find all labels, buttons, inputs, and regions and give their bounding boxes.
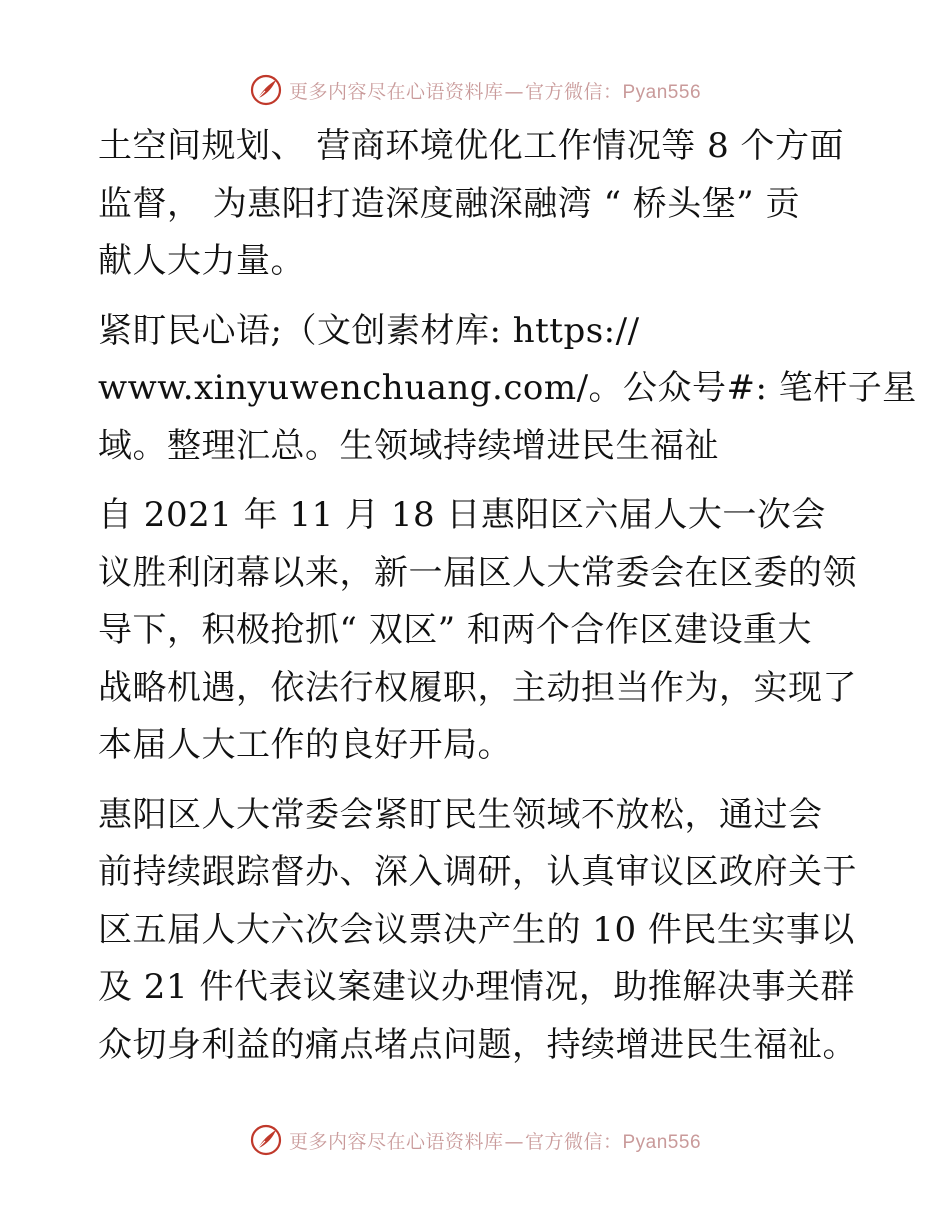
footer-banner-official-label: 官方微信： (524, 1130, 623, 1153)
paragraph (98, 487, 858, 775)
header-banner-title: 更多内容尽在心语资料库 (288, 80, 504, 103)
footer-banner (0, 1122, 950, 1158)
feather-quill-icon (249, 73, 283, 107)
text-line: 监督， 为惠阳打造深度融深融湾 “ 桥头堡” 贡 (98, 183, 800, 224)
footer-banner-text (289, 1127, 701, 1154)
text-line: 及 21 件代表议案建议办理情况，助推解决事关群 (98, 967, 855, 1007)
text-line: 自 2021 年 11 月 18 日惠阳区六届人大一次会 (98, 495, 826, 535)
paragraph (98, 118, 858, 291)
header-banner-official-label: 官方微信： (524, 80, 623, 103)
text-line: www.xinyuwenchuang.com/。公众号#: 笔杆子星 (98, 368, 917, 408)
footer-banner-handle: Pyan556 (622, 1131, 702, 1153)
text-line: 议胜利闭幕以来，新一届区人大常委会在区委的领 (98, 552, 857, 593)
text-line: 紧盯民心语;（文创素材库: https:// (98, 310, 640, 351)
header-banner (0, 72, 950, 108)
text-line: 本届人大工作的良好开局。 (98, 725, 512, 765)
footer-banner-title: 更多内容尽在心语资料库 (288, 1130, 504, 1153)
text-line: 众切身利益的痛点堵点问题，持续增进民生福祉。 (98, 1024, 857, 1065)
text-line: 前持续跟踪督办、深入调研，认真审议区政府关于 (98, 852, 857, 892)
text-line: 惠阳区人大常委会紧盯民生领域不放松，通过会 (98, 794, 823, 835)
paragraph (98, 303, 917, 476)
text-line: 献人大力量。 (98, 241, 305, 281)
text-line: 域。整理汇总。生领域持续增进民生福祉 (98, 425, 719, 466)
document-body (98, 118, 917, 1086)
footer-banner-separator: — (504, 1130, 524, 1153)
text-line: 区五届人大六次会议票决产生的 10 件民生实事以 (98, 909, 855, 950)
feather-quill-icon (249, 1123, 283, 1157)
header-banner-handle: Pyan556 (622, 81, 702, 103)
text-line: 导下，积极抢抓“ 双区” 和两个合作区建设重大 (98, 610, 812, 650)
text-line: 战略机遇，依法行权履职，主动担当作为，实现了 (98, 667, 857, 708)
text-line: 土空间规划、 营商环境优化工作情况等 8 个方面 (98, 126, 845, 166)
paragraph (98, 787, 858, 1075)
header-banner-text (289, 77, 701, 104)
header-banner-separator: — (504, 80, 524, 103)
